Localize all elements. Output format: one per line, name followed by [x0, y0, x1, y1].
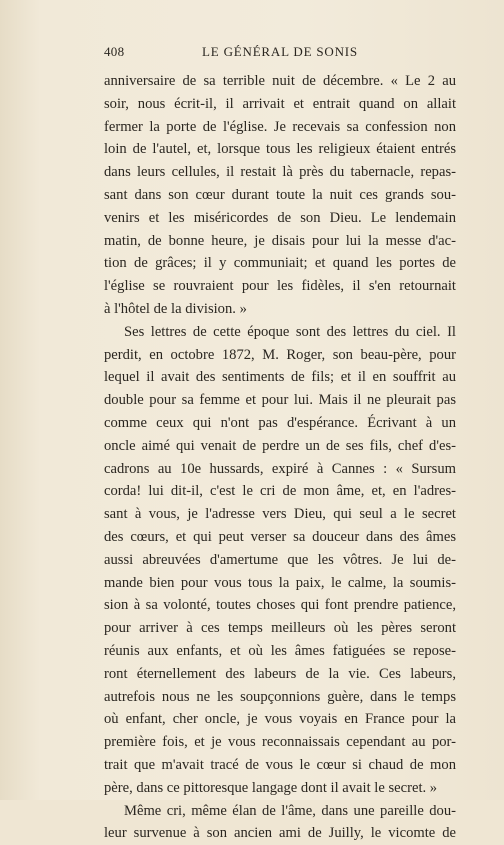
body-text — [104, 70, 456, 845]
text-line: mande bien pour vous tous la paix, le calme, la soumis- — [104, 572, 456, 595]
text-line: double pour sa femme et pour lui. Mais il ne pleurait pas — [104, 389, 456, 412]
text-line: dans leurs cellules, il restait là près du tabernacle, repas- — [104, 161, 456, 184]
text-line: des cœurs, et qui peut verser sa douceur dans des âmes — [104, 526, 456, 549]
text-line: autrefois nous ne les soupçonnions guère, dans le temps — [104, 686, 456, 709]
text-line: perdit, en octobre 1872, M. Roger, son beau-père, pour — [104, 344, 456, 367]
text-line: corda! lui dit-il, c'est le cri de mon âme, et, en l'adres- — [104, 480, 456, 503]
text-line: trait que m'avait tracé de vous le cœur si chaud de mon — [104, 754, 456, 777]
text-line: pour arriver à ces temps meilleurs où les pères seront — [104, 617, 456, 640]
text-line: l'église se rouvraient pour les fidèles, il s'en retournait — [104, 275, 456, 298]
text-line: où enfant, cher oncle, je vous voyais en France pour la — [104, 708, 456, 731]
text-line: Ses lettres de cette époque sont des lettres du ciel. Il — [104, 321, 456, 344]
text-line: première fois, et je vous reconnaissais cependant au por- — [104, 731, 456, 754]
text-line: oncle aimé qui venait de perdre un de ses fils, chef d'es- — [104, 435, 456, 458]
text-line: comme ceux qui n'ont pas d'espérance. Écrivant à un — [104, 412, 456, 435]
text-line: sant à vous, je l'adresse vers Dieu, qui seul a le secret — [104, 503, 456, 526]
text-line: fermer la porte de l'église. Je recevais sa confession non — [104, 116, 456, 139]
page-header — [104, 44, 456, 62]
text-line: matin, de bonne heure, je disais pour lui la messe d'ac- — [104, 230, 456, 253]
text-line: venirs et les miséricordes de son Dieu. Le lendemain — [104, 207, 456, 230]
text-line: tion de grâces; il y communiait; et quand les portes de — [104, 252, 456, 275]
running-title: LE GÉNÉRAL DE SONIS — [104, 44, 456, 60]
text-line: sion à sa volonté, toutes choses qui font prendre patience, — [104, 594, 456, 617]
text-line: anniversaire de sa terrible nuit de décembre. « Le 2 au — [104, 70, 456, 93]
paragraph — [104, 321, 456, 800]
text-line: ront éternellement des labeurs de la vie. Ces labeurs, — [104, 663, 456, 686]
text-line: leur survenue à son ancien ami de Juilly, le vicomte de — [104, 822, 456, 845]
text-line: cadrons au 10e hussards, expiré à Cannes : « Sursum — [104, 458, 456, 481]
text-line: lequel il avait des sentiments de fils; et il en souffrit au — [104, 366, 456, 389]
paragraph — [104, 800, 456, 845]
text-line: soir, nous écrit-il, il arrivait et entrait quand on allait — [104, 93, 456, 116]
text-line: réunis aux enfants, et où les âmes fatiguées se repose- — [104, 640, 456, 663]
text-line: père, dans ce pittoresque langage dont il avait le secret. » — [104, 777, 456, 800]
text-line: loin de l'autel, et, lorsque tous les religieux étaient entrés — [104, 138, 456, 161]
text-line: Même cri, même élan de l'âme, dans une pareille dou- — [104, 800, 456, 823]
page-number: 408 — [104, 44, 124, 60]
text-line: aussi abreuvées d'amertume que les vôtres. Je lui de- — [104, 549, 456, 572]
paragraph — [104, 70, 456, 321]
text-line: à l'hôtel de la division. » — [104, 298, 456, 321]
text-line: sant dans son cœur durant toute la nuit ces grands sou- — [104, 184, 456, 207]
